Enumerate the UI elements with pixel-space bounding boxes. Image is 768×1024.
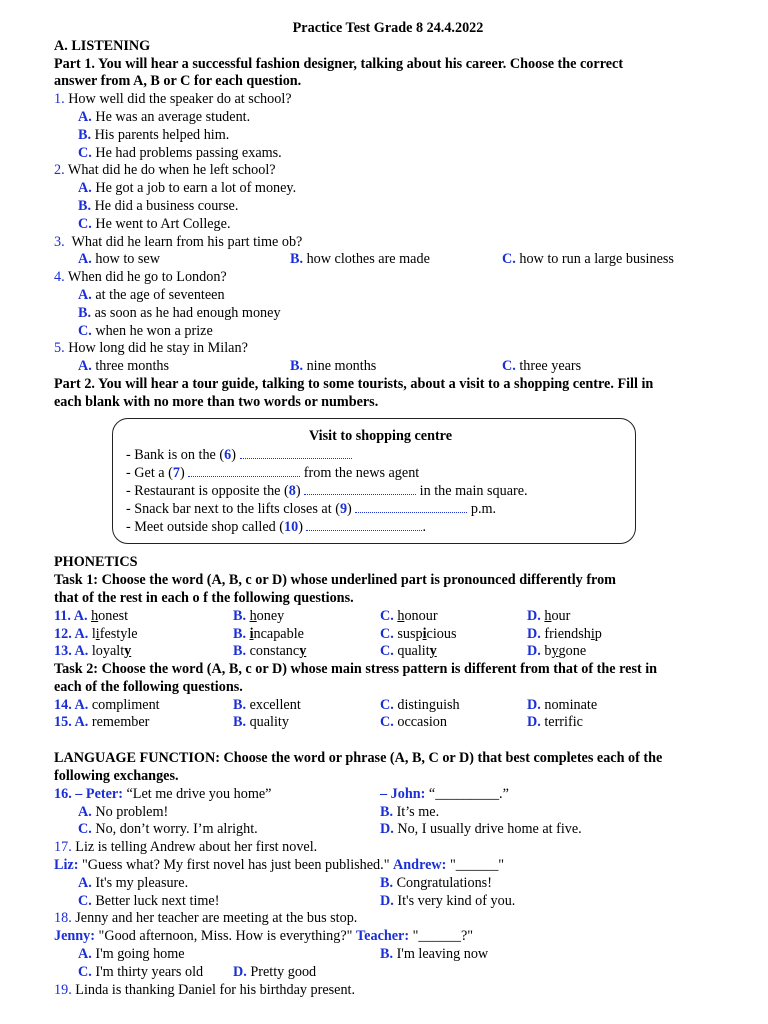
option-5b[interactable]: B. nine months bbox=[290, 358, 377, 375]
option-11a[interactable]: 11. A. honest bbox=[54, 607, 129, 624]
question-2: 2. What did he do when he left school? bbox=[54, 162, 276, 179]
option-4b[interactable]: B. as soon as he had enough money bbox=[78, 304, 281, 321]
blank-6-field[interactable] bbox=[240, 448, 352, 459]
part2-instruction: Part 2. You will hear a tour guide, talking to some tourists, about a visit to a shopping centre. Fill in each blank with no more than two words or numbers. bbox=[54, 375, 654, 410]
test-page bbox=[54, 20, 714, 999]
question-5-options bbox=[54, 358, 714, 376]
option-1a[interactable]: A. He was an average student. bbox=[78, 108, 251, 125]
question-1: 1. How well did the speaker do at school? bbox=[54, 91, 292, 108]
option-17a[interactable]: A. It's my pleasure. bbox=[78, 874, 189, 891]
option-4a[interactable]: A. at the age of seventeen bbox=[78, 286, 225, 303]
option-18a[interactable]: A. I'm going home bbox=[78, 946, 185, 963]
blank-10-field[interactable] bbox=[306, 520, 422, 531]
question-3: 3. What did he learn from his part time ob? bbox=[54, 233, 303, 250]
option-4c[interactable]: C. when he won a prize bbox=[78, 322, 213, 339]
option-2c[interactable]: C. He went to Art College. bbox=[78, 215, 231, 232]
question-16: 16. – Peter: “Let me drive you home” – John: “_________.” bbox=[54, 785, 509, 802]
option-1b[interactable]: B. His parents helped him. bbox=[78, 126, 230, 143]
option-15c[interactable]: C. occasion bbox=[380, 714, 447, 731]
option-3c[interactable]: C. how to run a large business bbox=[502, 251, 674, 268]
blank-6-line: - Bank is on the (6) bbox=[126, 447, 635, 465]
option-2b[interactable]: B. He did a business course. bbox=[78, 197, 239, 214]
option-16c[interactable]: C. No, don’t worry. I’m alright. bbox=[78, 821, 258, 838]
question-18-dialogue: Jenny: "Good afternoon, Miss. How is everything?" Teacher: "______?" bbox=[54, 928, 474, 945]
option-15b[interactable]: B. quality bbox=[233, 714, 289, 731]
question-15 bbox=[54, 714, 714, 732]
question-5: 5. How long did he stay in Milan? bbox=[54, 340, 248, 357]
blank-9-line: - Snack bar next to the lifts closes at (9) p.m. bbox=[126, 500, 497, 517]
option-15d[interactable]: D. terrific bbox=[527, 714, 583, 731]
option-12b[interactable]: B. incapable bbox=[233, 625, 304, 642]
option-5a[interactable]: A. three months bbox=[78, 358, 170, 375]
option-16b[interactable]: B. It’s me. bbox=[380, 803, 440, 820]
option-12d[interactable]: D. friendship bbox=[527, 625, 602, 642]
option-17b[interactable]: B. Congratulations! bbox=[380, 874, 492, 891]
box-title: Visit to shopping centre bbox=[308, 427, 453, 444]
page-title: Practice Test Grade 8 24.4.2022 bbox=[292, 20, 484, 36]
question-14 bbox=[54, 697, 714, 715]
option-1c[interactable]: C. He had problems passing exams. bbox=[78, 144, 282, 161]
option-12a[interactable]: 12. A. lifestyle bbox=[54, 625, 138, 642]
option-17c[interactable]: C. Better luck next time! bbox=[78, 892, 220, 909]
option-14a[interactable]: 14. A. compliment bbox=[54, 696, 160, 713]
shopping-centre-box bbox=[112, 418, 636, 545]
question-12 bbox=[54, 626, 714, 644]
option-14d[interactable]: D. nominate bbox=[527, 696, 598, 713]
blank-9-field[interactable] bbox=[355, 502, 467, 513]
option-13a[interactable]: 13. A. loyalty bbox=[54, 643, 132, 660]
option-5c[interactable]: C. three years bbox=[502, 358, 582, 375]
phonetics-heading: PHONETICS bbox=[54, 554, 138, 571]
option-3b[interactable]: B. how clothes are made bbox=[290, 251, 430, 268]
part1-instruction: Part 1. You will hear a successful fashion designer, talking about his career. Choose the correct answer from A, B or C for each question. bbox=[54, 55, 624, 90]
question-19: 19. Linda is thanking Daniel for his birthday present. bbox=[54, 981, 356, 998]
blank-8-line: - Restaurant is opposite the (8) in the main square. bbox=[126, 482, 528, 499]
option-16d[interactable]: D. No, I usually drive home at five. bbox=[380, 821, 582, 838]
option-13c[interactable]: C. quality bbox=[380, 643, 437, 660]
option-2a[interactable]: A. He got a job to earn a lot of money. bbox=[78, 180, 297, 197]
option-18c[interactable]: C. I'm thirty years old bbox=[78, 963, 204, 980]
question-17-dialogue: Liz: "Guess what? My first novel has just been published." Andrew: "______" bbox=[54, 857, 505, 874]
question-18: 18. Jenny and her teacher are meeting at the bus stop. bbox=[54, 910, 358, 927]
option-15a[interactable]: 15. A. remember bbox=[54, 714, 150, 731]
question-13 bbox=[54, 643, 714, 661]
option-16a[interactable]: A. No problem! bbox=[78, 803, 169, 820]
blank-7-field[interactable] bbox=[188, 466, 300, 477]
option-3a[interactable]: A. how to sew bbox=[78, 251, 160, 268]
language-function-heading: LANGUAGE FUNCTION: Choose the word or phrase (A, B, C or D) that best completes each of the following exchanges. bbox=[54, 750, 663, 785]
option-14b[interactable]: B. excellent bbox=[233, 696, 301, 713]
option-11c[interactable]: C. honour bbox=[380, 607, 438, 624]
task2-instruction: Task 2: Choose the word (A, B, c or D) whose main stress pattern is different from that of the rest in each of the following questions. bbox=[54, 661, 658, 695]
option-17d[interactable]: D. It's very kind of you. bbox=[380, 892, 516, 909]
listening-heading: A. LISTENING bbox=[54, 37, 151, 54]
option-14c[interactable]: C. distinguish bbox=[380, 696, 460, 713]
section-spacer bbox=[54, 732, 714, 750]
blank-10-line: - Meet outside shop called (10) . bbox=[126, 518, 427, 535]
option-18b[interactable]: B. I'm leaving now bbox=[380, 946, 489, 963]
question-11 bbox=[54, 608, 714, 626]
option-18d[interactable]: D. Pretty good bbox=[233, 963, 317, 980]
option-13d[interactable]: D. bygone bbox=[527, 643, 587, 660]
question-3-options bbox=[54, 251, 714, 269]
blank-8-field[interactable] bbox=[304, 484, 416, 495]
option-11d[interactable]: D. hour bbox=[527, 607, 571, 624]
option-11b[interactable]: B. honey bbox=[233, 607, 285, 624]
option-13b[interactable]: B. constancy bbox=[233, 643, 307, 660]
option-12c[interactable]: C. suspicious bbox=[380, 625, 457, 642]
question-17: 17. Liz is telling Andrew about her first novel. bbox=[54, 839, 318, 856]
task1-instruction: Task 1: Choose the word (A, B, c or D) whose underlined part is pronounced differently from that of the rest in each o f the following questions. bbox=[54, 572, 617, 606]
blank-7-line: - Get a (7) from the news agent bbox=[126, 465, 420, 482]
question-4: 4. When did he go to London? bbox=[54, 269, 227, 286]
